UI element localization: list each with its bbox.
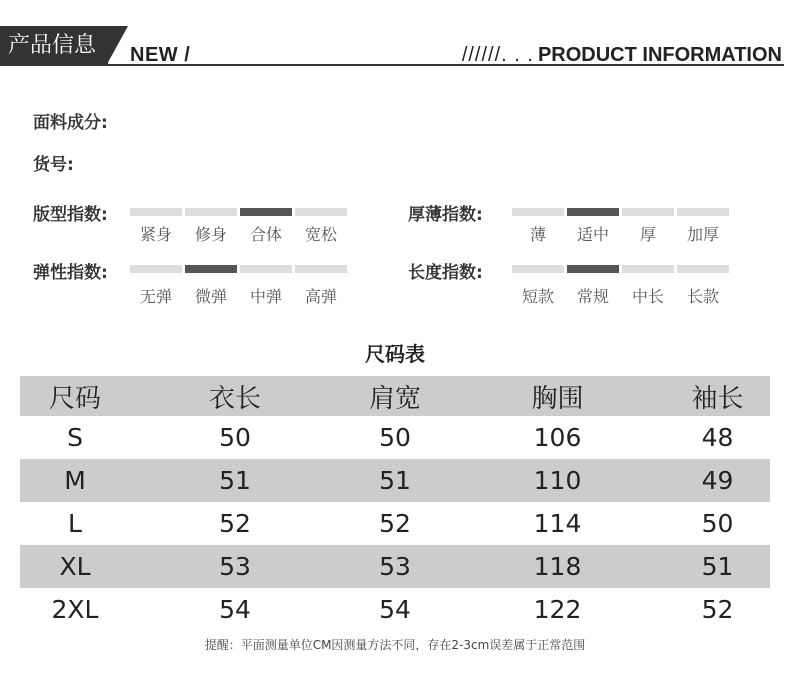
elasticity-index-bars bbox=[130, 265, 347, 273]
fit-index-option: 合体 bbox=[249, 225, 282, 244]
length-index-options bbox=[512, 284, 729, 307]
thickness-index-bar bbox=[677, 208, 729, 216]
table-cell: 51 bbox=[701, 552, 734, 581]
elasticity-index-bar bbox=[130, 265, 182, 273]
table-cell: M bbox=[64, 466, 86, 495]
elasticity-index-bar-selected bbox=[185, 265, 237, 273]
elasticity-index-option: 无弹 bbox=[139, 287, 172, 306]
elasticity-index-options bbox=[130, 284, 347, 307]
product-information-heading bbox=[462, 44, 782, 67]
table-cell: 54 bbox=[379, 595, 411, 624]
thickness-index-bar-selected bbox=[567, 208, 619, 216]
length-index-bar bbox=[512, 265, 564, 273]
table-cell: 51 bbox=[219, 466, 251, 495]
thickness-index-option: 厚 bbox=[639, 225, 656, 244]
table-cell: 51 bbox=[379, 466, 411, 495]
table-row bbox=[20, 588, 770, 631]
table-cell: 114 bbox=[533, 509, 582, 538]
table-cell: 53 bbox=[219, 552, 251, 581]
fit-index-option: 紧身 bbox=[139, 225, 172, 244]
fabric-composition-label: 面料成分: bbox=[33, 113, 108, 133]
length-index-option: 短款 bbox=[521, 287, 554, 306]
length-index-bar-selected bbox=[567, 265, 619, 273]
length-index-bar bbox=[677, 265, 729, 273]
table-cell: 48 bbox=[701, 423, 734, 452]
fit-index-label: 版型指数: bbox=[33, 205, 108, 225]
length-index-option: 常规 bbox=[576, 287, 609, 306]
thickness-index-label: 厚薄指数: bbox=[408, 205, 483, 225]
table-cell: 106 bbox=[533, 423, 582, 452]
fit-index-bar bbox=[130, 208, 182, 216]
table-cell: L bbox=[68, 509, 82, 538]
thickness-index-option: 适中 bbox=[576, 225, 609, 244]
section-tab: 产品信息 bbox=[0, 26, 108, 66]
new-label: NEW / bbox=[130, 44, 191, 66]
header-length: 衣长 bbox=[208, 383, 261, 414]
item-number-label: 货号: bbox=[33, 155, 74, 175]
size-table bbox=[20, 376, 770, 631]
thickness-index-option: 薄 bbox=[529, 225, 546, 244]
fit-index-options bbox=[130, 222, 347, 245]
fit-index-bar bbox=[185, 208, 237, 216]
length-index-option: 长款 bbox=[686, 287, 719, 306]
fit-index-bar bbox=[295, 208, 347, 216]
header-shoulder: 肩宽 bbox=[368, 383, 421, 414]
table-cell: 52 bbox=[379, 509, 411, 538]
table-cell: 53 bbox=[379, 552, 411, 581]
elasticity-index-option: 微弹 bbox=[194, 287, 227, 306]
header-size: 尺码 bbox=[48, 383, 101, 414]
table-cell: 52 bbox=[701, 595, 734, 624]
section-tab-slant bbox=[106, 26, 128, 66]
elasticity-index-option: 高弹 bbox=[304, 287, 337, 306]
header-sleeve: 袖长 bbox=[691, 383, 744, 414]
table-cell: 50 bbox=[219, 423, 251, 452]
fit-index-bars bbox=[130, 208, 347, 216]
table-cell: 54 bbox=[219, 595, 251, 624]
length-index-bars bbox=[512, 265, 729, 273]
size-table-header bbox=[20, 376, 770, 416]
table-row bbox=[20, 545, 770, 588]
elasticity-index-label: 弹性指数: bbox=[33, 263, 108, 283]
fit-index-option: 宽松 bbox=[304, 225, 337, 244]
table-row bbox=[20, 502, 770, 545]
length-index-option: 中长 bbox=[631, 287, 664, 306]
table-cell: 2XL bbox=[51, 595, 99, 624]
elasticity-index-bar bbox=[295, 265, 347, 273]
table-row bbox=[20, 459, 770, 502]
decorative-slashes: //////. . . bbox=[461, 44, 534, 66]
table-cell: S bbox=[67, 423, 83, 452]
measurement-note: 提醒：平面测量单位CM因测量方法不同，存在2-3cm误差属于正常范围 bbox=[204, 638, 586, 652]
header-chest: 胸围 bbox=[531, 383, 584, 414]
table-cell: 52 bbox=[219, 509, 251, 538]
table-cell: 50 bbox=[701, 509, 734, 538]
elasticity-index-bar bbox=[240, 265, 292, 273]
thickness-index-bars bbox=[512, 208, 729, 216]
fit-index-option: 修身 bbox=[194, 225, 227, 244]
table-cell: 110 bbox=[533, 466, 582, 495]
length-index-bar bbox=[622, 265, 674, 273]
thickness-index-bar bbox=[512, 208, 564, 216]
fit-index-bar-selected bbox=[240, 208, 292, 216]
table-cell: 118 bbox=[533, 552, 582, 581]
length-index-label: 长度指数: bbox=[408, 263, 483, 283]
size-table-title: 尺码表 bbox=[365, 342, 425, 366]
elasticity-index-option: 中弹 bbox=[249, 287, 282, 306]
thickness-index-bar bbox=[622, 208, 674, 216]
table-cell: 122 bbox=[533, 595, 582, 624]
table-cell: 49 bbox=[701, 466, 734, 495]
table-row bbox=[20, 416, 770, 459]
table-cell: 50 bbox=[379, 423, 411, 452]
table-cell: XL bbox=[59, 552, 91, 581]
product-information-title: PRODUCT INFORMATION bbox=[537, 44, 782, 66]
thickness-index-options bbox=[512, 222, 729, 245]
thickness-index-option: 加厚 bbox=[686, 225, 719, 244]
